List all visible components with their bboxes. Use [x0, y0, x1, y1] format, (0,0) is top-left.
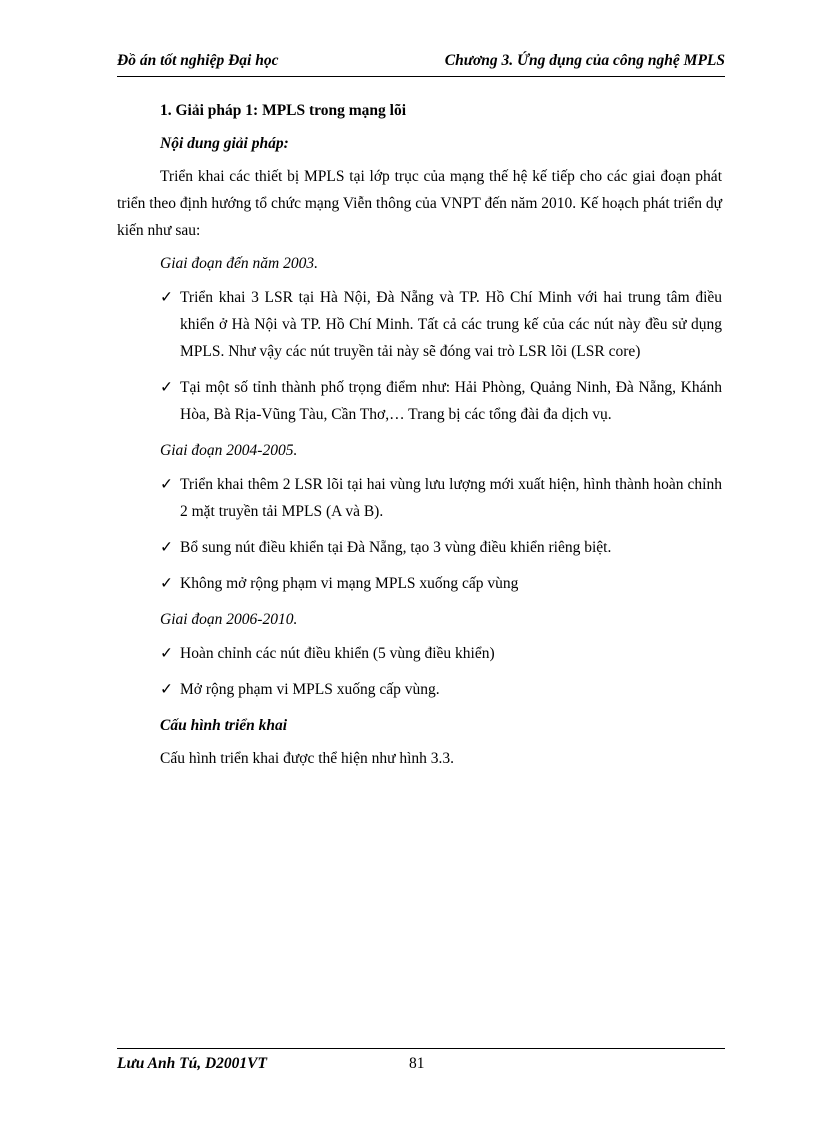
- deploy-heading: Cấu hình triển khai: [160, 717, 288, 734]
- list-item: [160, 284, 722, 365]
- list-item: [160, 534, 722, 561]
- list-item-text: Tại một số tỉnh thành phố trọng điểm như: Hải Phòng, Quảng Ninh, Đà Nẵng, Khánh Hòa, Bà Rịa-Vũng Tàu, Cần Thơ,… Trang bị các tổng đài đa dịch vụ.: [180, 379, 722, 423]
- list-item: [160, 374, 722, 428]
- checkmark-icon: ✓: [160, 476, 173, 493]
- intro-paragraph: Triển khai các thiết bị MPLS tại lớp trục của mạng thế hệ kế tiếp cho các giai đoạn phát triển theo định hướng tổ chức mạng Viễn thông của VNPT đến năm 2010. Kế hoạch phát triển dự kiến như sau:: [117, 168, 722, 239]
- list-item: [160, 471, 722, 525]
- checkmark-icon: ✓: [160, 681, 173, 698]
- content-heading: Nội dung giải pháp:: [160, 135, 289, 152]
- phase-title: Giai đoạn đến năm 2003.: [160, 255, 319, 272]
- list-item-text: Mở rộng phạm vi MPLS xuống cấp vùng.: [180, 681, 440, 698]
- phase-block: [160, 606, 722, 703]
- page-content: [117, 97, 722, 772]
- list-item: [160, 676, 722, 703]
- phase-block: [160, 250, 722, 428]
- section-title: 1. Giải pháp 1: MPLS trong mạng lõi: [160, 102, 407, 119]
- phase-title: Giai đoạn 2004-2005.: [160, 442, 298, 459]
- checkmark-icon: ✓: [160, 379, 173, 396]
- page-header: [117, 50, 725, 77]
- list-item-text: Triển khai thêm 2 LSR lõi tại hai vùng lưu lượng mới xuất hiện, hình thành hoàn chỉnh 2 mặt truyền tải MPLS (A và B).: [180, 476, 722, 520]
- checkmark-icon: ✓: [160, 539, 173, 556]
- list-item-text: Triển khai 3 LSR tại Hà Nội, Đà Nẵng và TP. Hồ Chí Minh với hai trung tâm điều khiển ở Hà Nội và TP. Hồ Chí Minh. Tất cả các trung kế của các nút này đều sử dụng MPLS. Như vậy các nút truyền tải này sẽ đóng vai trò LSR lõi (LSR core): [180, 289, 722, 360]
- deploy-paragraph: Cấu hình triển khai được thể hiện như hình 3.3.: [160, 750, 455, 767]
- list-item-text: Không mở rộng phạm vi mạng MPLS xuống cấp vùng: [180, 575, 519, 592]
- list-item-text: Hoàn chỉnh các nút điều khiển (5 vùng điều khiển): [180, 645, 495, 662]
- list-item-text: Bổ sung nút điều khiển tại Đà Nẵng, tạo 3 vùng điều khiển riêng biệt.: [180, 539, 612, 556]
- list-item: [160, 640, 722, 667]
- footer-author: Lưu Anh Tú, D2001VT: [117, 1055, 267, 1072]
- phase-title: Giai đoạn 2006-2010.: [160, 611, 298, 628]
- checkmark-icon: ✓: [160, 645, 173, 662]
- phase-block: [160, 437, 722, 597]
- page-footer: [117, 1048, 725, 1072]
- header-chapter-title: Chương 3. Ứng dụng của công nghệ MPLS: [444, 52, 725, 69]
- checkmark-icon: ✓: [160, 289, 173, 306]
- checkmark-icon: ✓: [160, 575, 173, 592]
- page-number: 81: [409, 1055, 425, 1072]
- list-item: [160, 570, 722, 597]
- header-document-title: Đồ án tốt nghiệp Đại học: [117, 52, 279, 69]
